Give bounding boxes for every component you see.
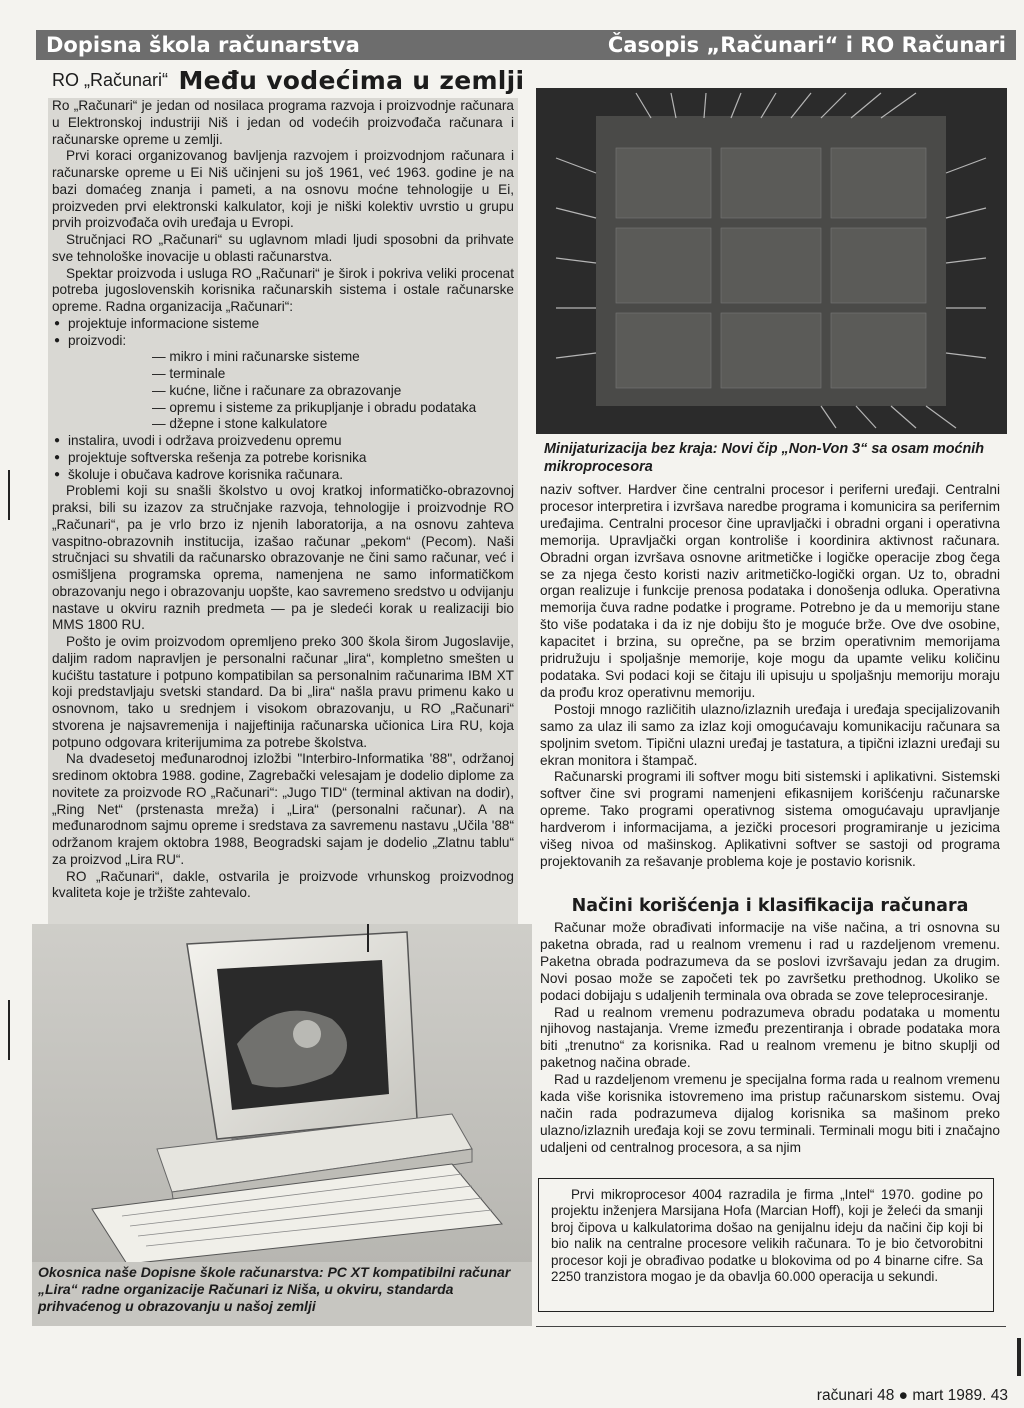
right-article-body <box>540 482 1000 892</box>
section-body <box>540 920 1000 1168</box>
paragraph: Ro „Računari“ je jedan od nosilaca programa razvoja i proizvodnje računara u Elektronskoj industriji Niš i jedan od vodećih proizvođača računara i računarske opreme u zemlji. <box>52 98 514 147</box>
paragraph: RO „Računari“, dakle, ostvarila je proizvode vrhunskog proizvodnog kvaliteta koje je tržište zahtevalo. <box>52 868 514 901</box>
pc-photo <box>32 924 532 1264</box>
list-item: — mikro i mini računarske sisteme <box>152 349 514 366</box>
list-item: — kućne, lične i računare za obrazovanje <box>152 383 514 400</box>
paragraph: Na dvadesetoj međunarodnoj izložbi "Interbiro-Informatika '88", održanoj sredinom oktobra 1988. godine, Zagrebački velesajam je dodelio diplome za novitete za proizvode RO „Računari“: „Jugo TID“ (terminal aktivan na dodir), „Ring Net“ (prstenasta mreža) i „Lira“ (personalni računar). A na međunarodnom sajmu opreme i sredstava za savremenu nastavu „Učila '88“ održanom krajem oktobra 1988, Beogradski sajam je dodelio „Zlatnu tablu“ za proizvod „Lira RU“. <box>52 751 514 867</box>
activity-list-rest <box>52 433 514 483</box>
paragraph: Stručnjaci RO „Računari“ su uglavnom mladi ljudi sposobni da prihvate sve tehnološke inovacije u oblasti računarstva. <box>52 232 514 264</box>
paragraph: Rad u razdeljenom vremenu je specijalna forma rada u realnom vremenu kada više korisnika istovremeno ima pristup računarskom sistemu. Ovaj način rada podrazumeva dijalog korisnika sa mašinom preko ulazno/izlaznih uređaja koji se zovu terminali. Terminali mogu biti i značajno udaljeni od centralnog procesora, a sa njim <box>540 1072 1000 1155</box>
paragraph: Pošto je ovim proizvodom opremljeno preko 300 škola širom Jugoslavije, daljim radom napravljen je personalni računar „lira“, kompletno smešten u kućištu tastature i potpuno kompatibilan sa personalnim računarima IBM XT koji predstavljaju svetski standard. Da bi „lira“ našla pravu primenu kako u osnovnom, tako u srednjem i visokom obrazovanju, u RO „Računari“ stvorena je najsavremenija i najjeftinija računarska učionica Lira RU, koja potpuno odgovara kriterijumima za potrebe školstva. <box>52 634 514 750</box>
scan-mark-left-lower <box>8 1000 10 1060</box>
footer-magazine: računari 48 <box>816 1387 895 1404</box>
header-banner <box>36 30 1016 60</box>
pc-photo-caption: Okosnica naše Dopisne škole računarstva: PC XT kompatibilni računar „Lira“ radne organizacije Računari iz Niša, u okviru, standarda prihvaćenog u obrazovanju u našoj zemlji <box>32 1262 532 1326</box>
paragraph: naziv softver. Hardver čine centralni procesor i periferni uređaji. Centralni procesor interpretira i izvršava naredbe programa i komunicira sa perifernim uređajima. Centralni procesor čine upravljački i obradni organi i operativna memorija. Upravljački organ kontroliše i koordinira aktivnost računara. Obradni organ izvršava osnovne aritmetičke i logičke operacije zbog čega se za njega često koristi naziv aritmetičko-logički organ. Uz to, obradni organ realizuje i funkcije prenosa podataka i donošenja odluka. Operativna memorija čuva radne podatke i programe. Potrebno je da u memoriju stane što više podataka i da iz nje dobiju što je moguće brže. Ove dve osobine, kapacitet i brzina, su oprečne, pa se brzim operativnim memorijama pridružuju i spoljašnje memorije, koje mogu da upamte veliku količinu podataka. Svi podaci koji se čitaju ili upisuju u spoljašnju memoriju moraju da prođu kroz operativnu memoriju. <box>540 482 1000 700</box>
footer-date: mart 1989. <box>912 1387 987 1404</box>
scan-mark-right <box>1017 1338 1021 1376</box>
list-item: ● instalira, uvodi i održava proizvedenu opremu <box>52 433 514 450</box>
page-footer <box>760 1387 1008 1405</box>
info-box <box>538 1178 994 1312</box>
chip-photo <box>536 88 1007 434</box>
article-title: Među vodećima u zemlji <box>178 66 525 95</box>
scan-mark-left <box>8 470 10 520</box>
article-kicker: RO „Računari“ <box>52 70 169 90</box>
list-item: ● projektuje informacione sisteme <box>52 316 514 333</box>
left-article-body <box>48 98 518 924</box>
section-heading: Načini korišćenja i klasifikacija računara <box>571 896 969 916</box>
paragraph: Postoji mnogo različitih ulazno/izlaznih uređaja i uređaja specijalizovanih samo za ulaz ili samo za izlaz koji omogućavaju komunikaciju računara sa spoljnim svetom. Tipični ulazni uređaj je tastatura, a tipični izlazni uređaji su ekran monitora i štampač. <box>540 701 1000 768</box>
info-box-text: Prvi mikroprocesor 4004 razradila je firma „Intel“ 1970. godine po projektu inženjera Marsijana Hofa (Marcian Hoff), koji je želeći da smanji broj čipova u kalkulatorima došao na genijalnu ideju da načini čip koji bi bio nalik na centralne procesore velikih računara. To je bio četvorobitni procesor koji je obrađivao podatke u blokovima od po 4 binarne cifre. Sa 2250 tranzistora mogao je da obavlja 60.000 operacija u sekundi. <box>551 1187 983 1285</box>
list-item: — terminale <box>152 366 514 383</box>
section-label: Dopisna škola računarstva <box>46 33 360 57</box>
chip-die-illustration <box>536 88 1007 434</box>
bullet-icon: ● <box>898 1387 913 1404</box>
paragraph: Prvi koraci organizovanog bavljenja razvojem i proizvodnjom računara i računarske opreme u Ei Niš učinjeni su još 1961, već 1963. godine je na bazi domaćeg znanja i pameti, a na osnovu moćne tehnologije u Ei, proizveden prvi elektronski kalkulator, koji je niški kolektiv uvrstio u grupu prvih proizvođača ovih uređaja u Evropi. <box>52 148 514 231</box>
activity-list <box>52 316 514 350</box>
paragraph: Računarski programi ili softver mogu biti sistemski i aplikativni. Sistemski softver čine svi programi namenjeni efikasnijem korišćenju računarske opreme. Tako programi operativnog sistema omogućavaju upravljanje hardverom i informacijama, a jezički procesori programiranje u jezicima višeg nivoa od mašinskog. Aplikativni softver se sastoji od programa projektovanih za rešavanje problema koje je postavio korisnik. <box>540 769 1000 869</box>
chip-photo-caption: Minijaturizacija bez kraja: Novi čip „Non-Von 3“ sa osam moćnih mikroprocesora <box>544 441 985 475</box>
pc-computer-illustration <box>32 924 532 1264</box>
paragraph: Rad u realnom vremenu podrazumeva obradu podataka u momentu njihovog nastajanja. Vreme između prezentiranja i obrade podataka mora biti „trenutno“ za korisnika. Rad u realnom vremenu je bitno skuplji od paketnog načina obrade. <box>540 1004 1000 1071</box>
list-item: ● školuje i obučava kadrove korisnika računara. <box>52 467 514 484</box>
article-title-line <box>52 66 525 96</box>
list-item: — opremu i sisteme za prikupljanje i obradu podataka <box>152 400 514 417</box>
list-item: ● projektuje softverska rešenja za potrebe korisnika <box>52 450 514 467</box>
footer-rule <box>536 1326 1006 1327</box>
paragraph: Spektar proizvoda i usluga RO „Računari“ je širok i pokriva veliki procenat potreba jugoslovenskih korisnika računarskih sistema i ostale računarske opreme. Radna organizacija „Računari“: <box>52 265 514 314</box>
product-list <box>52 349 514 433</box>
list-item: ● proizvodi: <box>52 333 514 350</box>
paragraph: Problemi koji su snašli školstvo u ovoj kratkoj informatičko-obrazovnoj praksi, bili su izazov za stručnjake razvoja, tehnologije i proizvodnje RO „Računari“, pa je vrlo brzo iz njenih laboratorija, a na osnovu zahteva vaspitno-obrazovnih institucija, izašao računar „pekom“ (Pecom). Naši stručnjaci su shvatili da računarsko obrazovanje ne čini samo računar, već i osmišljena programska oprema, namenjena ne samo informatičkom obrazovanju nego i obrazovanju uopšte, kao savremeno sredstvo u odvijanju nastave u okviru raznih predmeta — pa je sledeći korak u realizaciji bio MMS 1800 RU. <box>52 483 514 633</box>
paragraph: Računar može obrađivati informacije na više načina, a tri osnovna su paketna obrada, rad u realnom vremenu i rad u razdeljenom vremenu. Paketna obrada podrazumeva da se poslovi izvršavaju jedan za drugim. Novi posao može se započeti tek po završetku prethodnog. Ukoliko se podaci dobijaju s udaljenih terminala ova obrada se zove teleprocesiranje. <box>540 920 1000 1003</box>
page-number: 43 <box>990 1387 1008 1404</box>
list-item: — džepne i stone kalkulatore <box>152 416 514 433</box>
magazine-label: Časopis „Računari“ i RO Računari <box>607 33 1006 57</box>
